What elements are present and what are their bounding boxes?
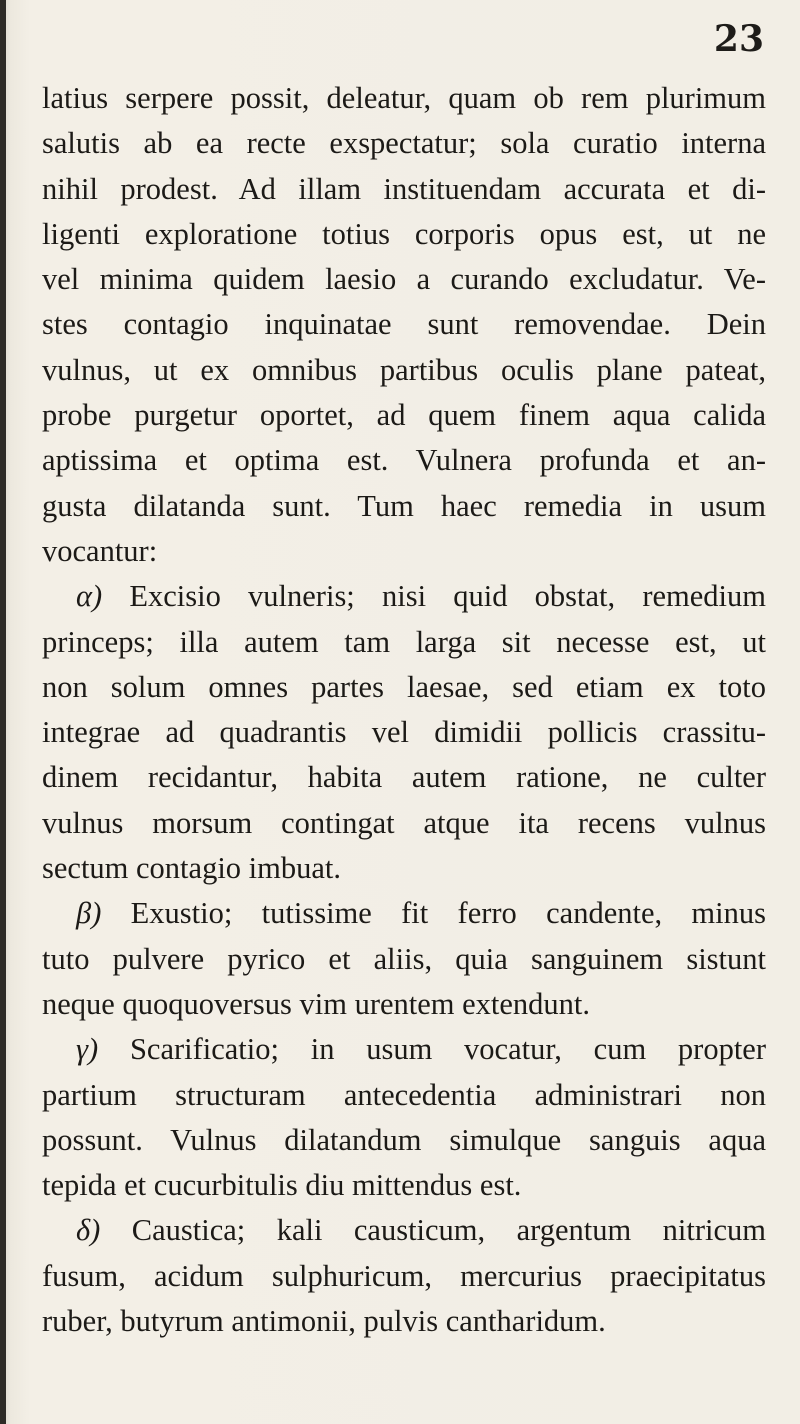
text-line (42, 1118, 766, 1163)
line-text: princeps; illa autem tam larga sit necesse est, ut (42, 624, 766, 659)
text-line (42, 167, 766, 212)
line-text: vulnus, ut ex omnibus partibus oculis plane pateat, (42, 352, 766, 387)
line-text: partium structuram antecedentia administrari non (42, 1077, 766, 1112)
line-text: stes contagio inquinatae sunt removendae. Dein (42, 307, 766, 342)
text-line (42, 1073, 766, 1118)
line-text: ruber, butyrum antimonii, pulvis cantharidum. (42, 1304, 606, 1339)
line-text: sectum contagio imbuat. (42, 851, 341, 886)
line-text: gusta dilatanda sunt. Tum haec remedia in usum (42, 488, 766, 523)
line-text: vocantur: (42, 533, 158, 568)
line-text: integrae ad quadrantis vel dimidii pollicis crassitu- (42, 715, 766, 750)
text-line (42, 620, 766, 665)
page-gutter (0, 0, 6, 1424)
line-text: neque quoquoversus vim urentem extendunt. (42, 986, 591, 1021)
text-line (42, 76, 766, 121)
line-text: Scarificatio; in usum vocatur, cum propter (98, 1032, 766, 1067)
text-line (42, 393, 766, 438)
text-line (42, 574, 766, 619)
line-text: Exustio; tutissime fit ferro candente, minus (101, 896, 766, 931)
text-line (42, 1254, 766, 1299)
list-marker: α) (76, 579, 103, 614)
line-text: fusum, acidum sulphuricum, mercurius praecipitatus (42, 1258, 766, 1293)
text-line (42, 710, 766, 755)
text-line (42, 1299, 766, 1344)
line-text: Caustica; kali causticum, argentum nitricum (100, 1213, 766, 1248)
text-line (42, 257, 766, 302)
text-line (42, 302, 766, 347)
line-text: non solum omnes partes laesae, sed etiam ex toto (42, 669, 766, 704)
list-marker: γ) (76, 1032, 99, 1067)
list-marker: β) (76, 896, 102, 931)
text-line (42, 348, 766, 393)
text-line (42, 1208, 766, 1253)
text-line (42, 982, 766, 1027)
text-line (42, 891, 766, 936)
line-text: Excisio vulneris; nisi quid obstat, remedium (102, 579, 766, 614)
line-text: aptissima et optima est. Vulnera profunda et an- (42, 443, 766, 478)
line-text: probe purgetur oportet, ad quem finem aqua calida (42, 398, 766, 433)
line-text: latius serpere possit, deleatur, quam ob rem plurimum (42, 81, 766, 115)
line-text: ligenti exploratione totius corporis opus est, ut ne (42, 216, 766, 251)
text-line (42, 846, 766, 891)
text-line (42, 1163, 766, 1208)
body-text (42, 76, 766, 1344)
text-line (42, 1027, 766, 1072)
line-text: dinem recidantur, habita autem ratione, ne culter (42, 760, 766, 795)
text-line (42, 755, 766, 800)
text-line (42, 801, 766, 846)
line-text: vel minima quidem laesio a curando excludatur. Ve- (42, 262, 766, 297)
line-text: vulnus morsum contingat atque ita recens vulnus (42, 805, 766, 840)
list-marker: δ) (76, 1213, 101, 1248)
line-text: tuto pulvere pyrico et aliis, quia sanguinem sistunt (42, 941, 766, 976)
text-line (42, 121, 766, 166)
text-line (42, 484, 766, 529)
text-line (42, 529, 766, 574)
line-text: salutis ab ea recte exspectatur; sola curatio interna (42, 126, 766, 161)
line-text: tepida et cucurbitulis diu mittendus est. (42, 1168, 522, 1203)
text-line (42, 212, 766, 257)
text-line (42, 665, 766, 710)
text-line (42, 438, 766, 483)
line-text: possunt. Vulnus dilatandum simulque sanguis aqua (42, 1122, 766, 1157)
page-number: 23 (713, 18, 764, 60)
text-line (42, 937, 766, 982)
line-text: nihil prodest. Ad illam instituendam accurata et di- (42, 171, 766, 206)
